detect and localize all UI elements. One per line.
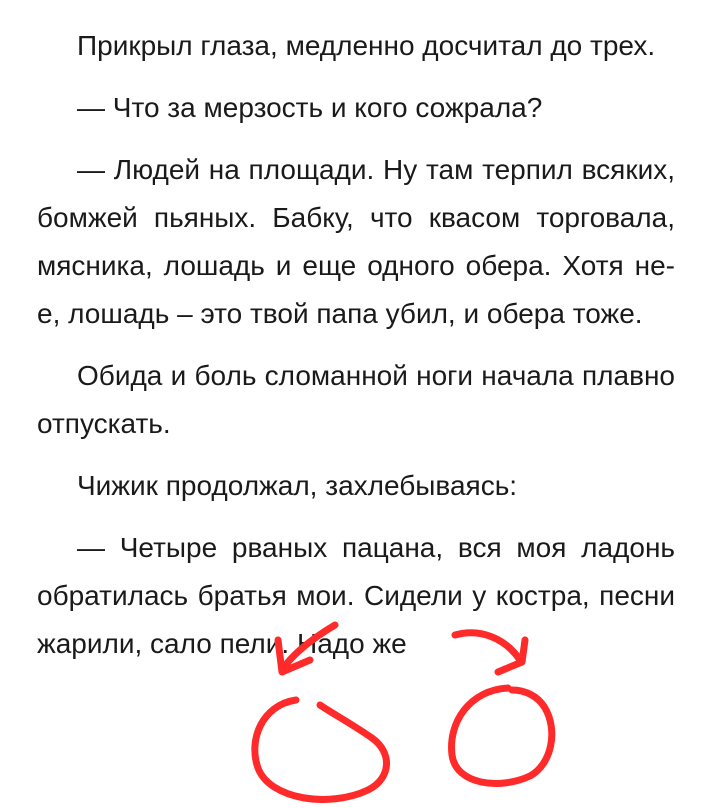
paragraph-3: — Людей на площади. Ну там терпил всяких, бомжей пьяных. Бабку, что квасом торговала, мясника, лошадь и еще одного обера. Хотя не-е, лошадь – это твой папа убил, и обера тоже. (37, 154, 675, 329)
red-circle-left (255, 700, 387, 799)
red-circle-right (452, 688, 552, 783)
book-page (37, 22, 675, 682)
paragraph-1: Прикрыл глаза, медленно досчитал до трех. (77, 30, 656, 61)
paragraph-6: — Четыре рваных пацана, вся моя ладонь обратилась братья мои. Сидели у костра, песни жарили, сало пели. Надо же (37, 532, 675, 659)
paragraph-2: — Что за мерзость и кого сожрала? (77, 92, 543, 123)
paragraph-4: Обида и боль сломанной ноги начала плавно отпускать. (37, 360, 675, 439)
paragraph-5: Чижик продолжал, захлебываясь: (77, 470, 518, 501)
